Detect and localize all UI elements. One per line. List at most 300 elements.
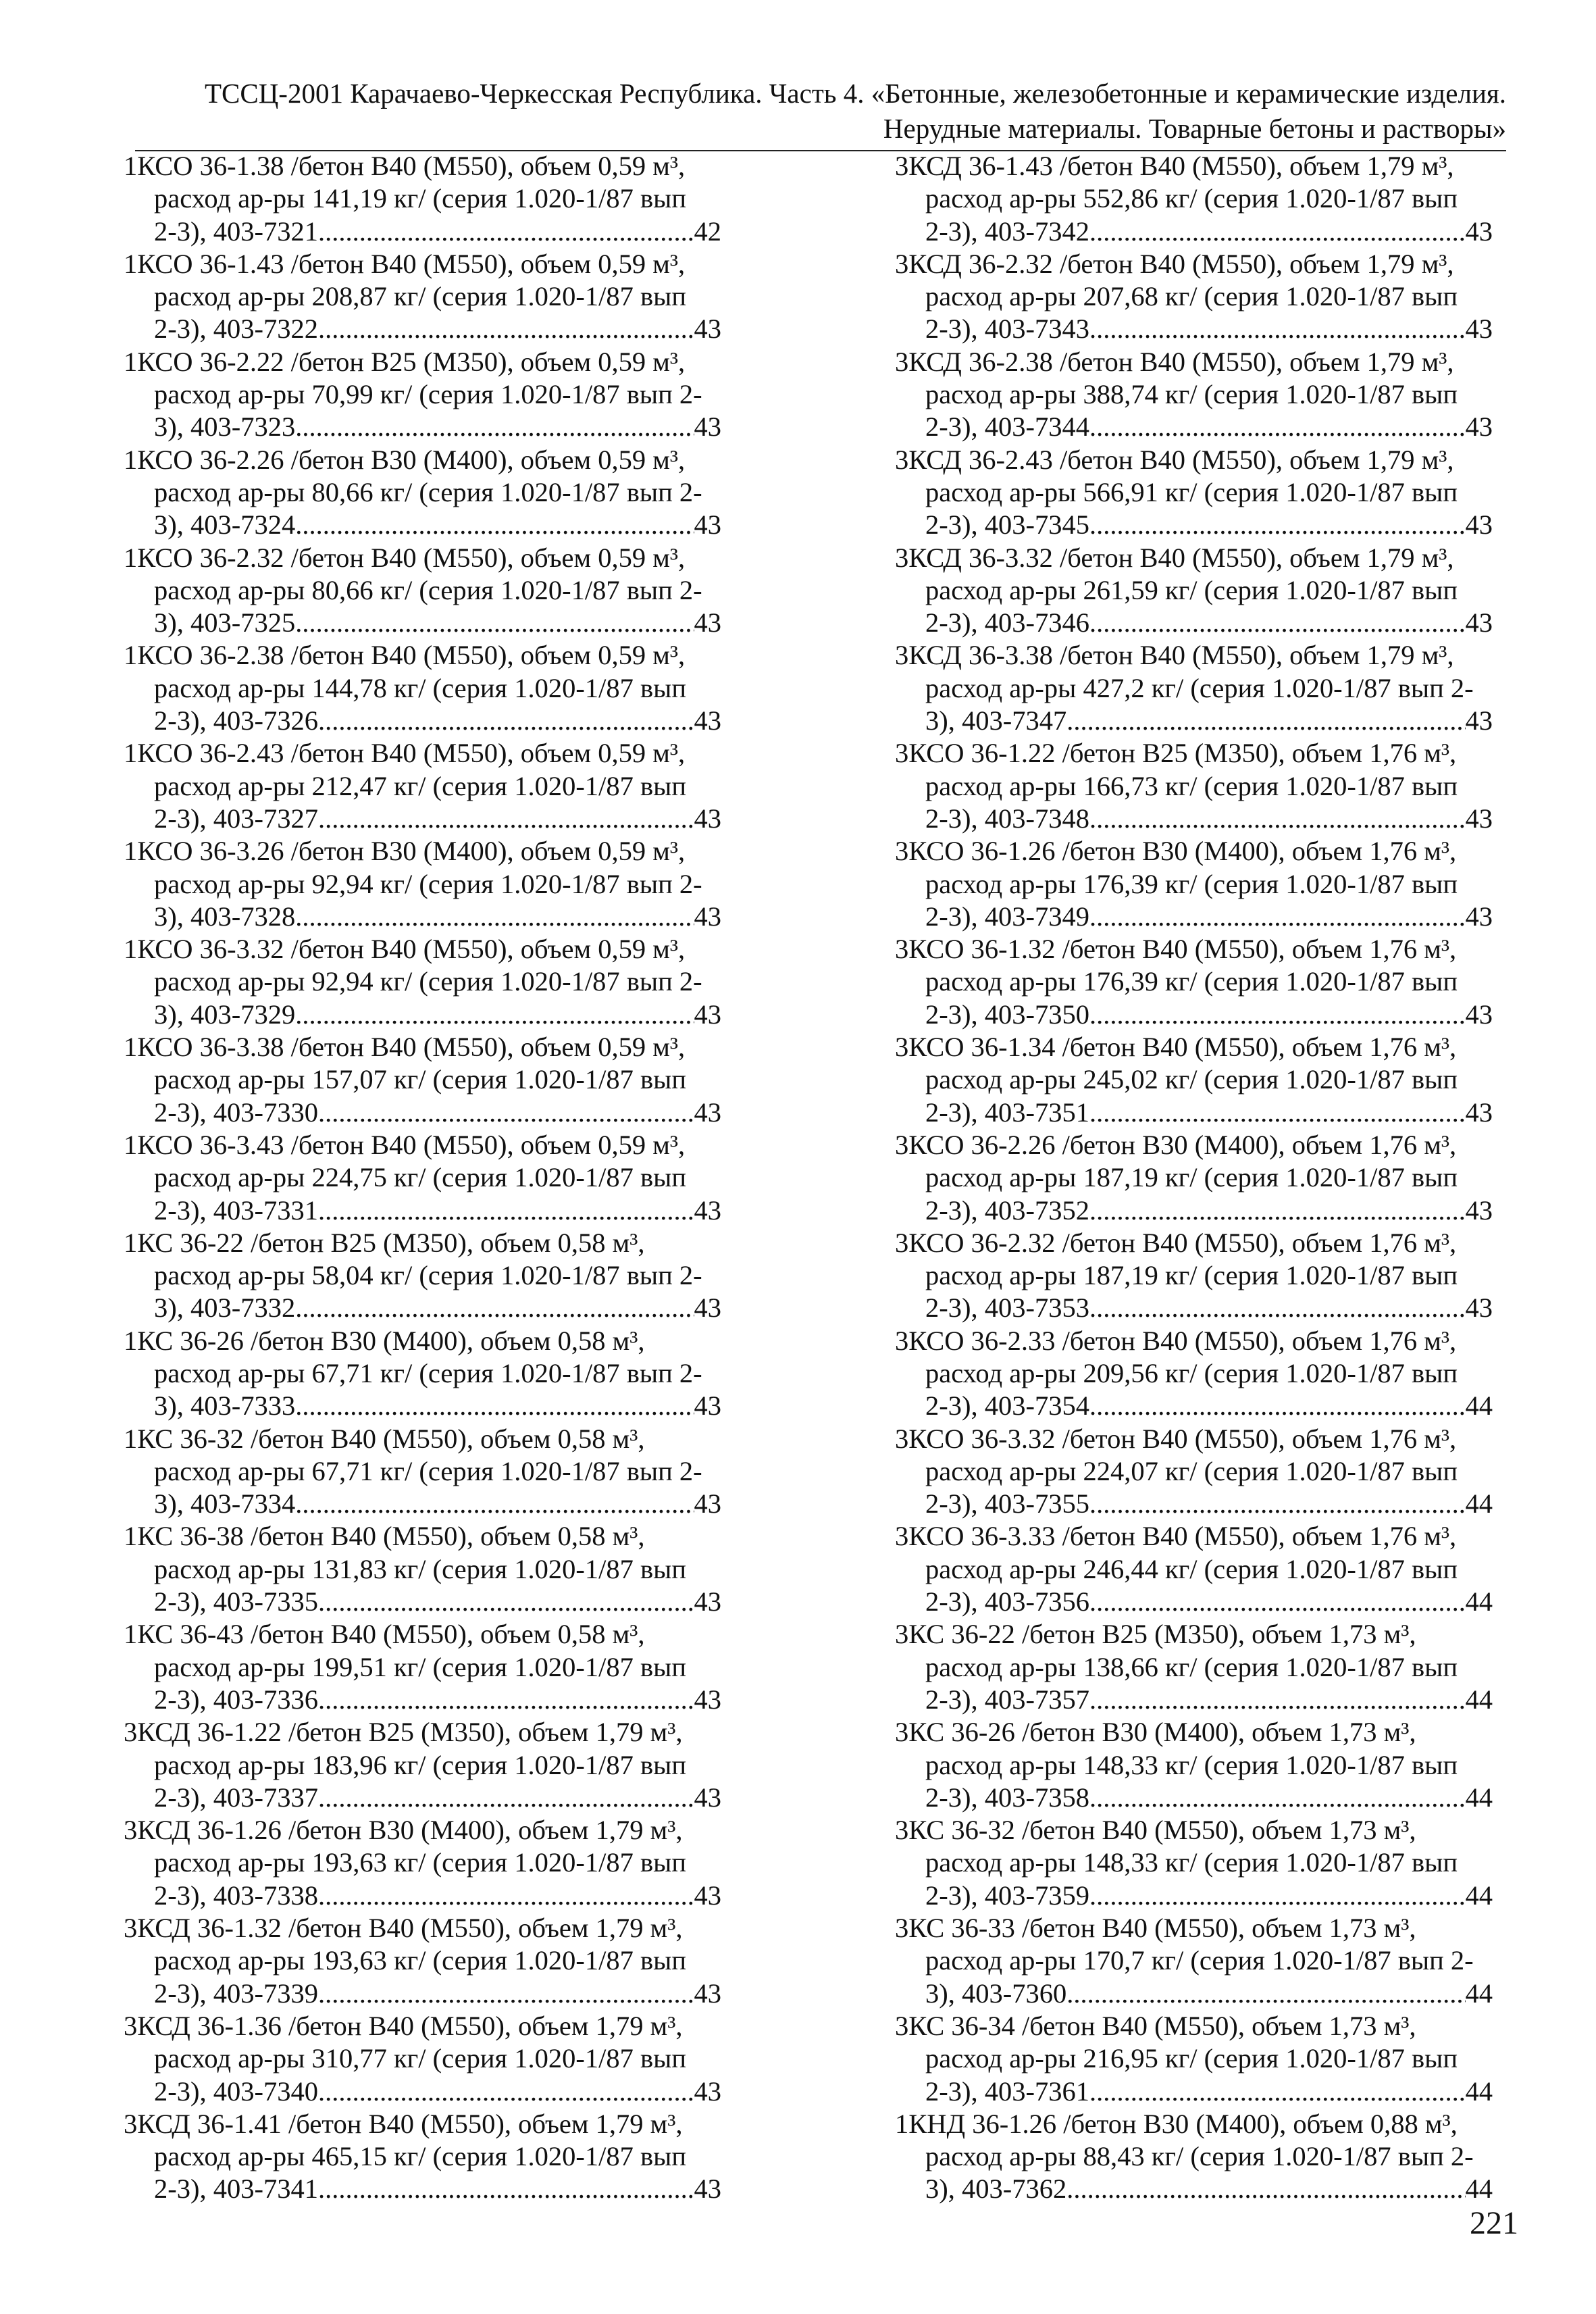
entry-title: 3КСО 36-1.34 /бетон В40 (М550), объем 1,76 м³, [895,1032,1457,1063]
entry-code-line [124,1880,721,1912]
index-entry [124,1031,721,1129]
entry-code-line [895,1782,1493,1814]
index-entry [895,1814,1493,1912]
entry-details: расход ар-ры 92,94 кг/ (серия 1.020-1/87 вып 2- [154,966,702,997]
entry-title: 3КСО 36-1.32 /бетон В40 (М550), объем 1,76 м³, [895,934,1457,965]
entry-title: 3КСД 36-1.41 /бетон В40 (М550), объем 1,79 м³, [124,2108,683,2139]
entry-code: 2-3), 403-7352 [925,1194,1089,1226]
entry-details: расход ар-ры 199,51 кг/ (серия 1.020-1/87 вып [154,1651,687,1682]
entry-details: расход ар-ры 148,33 кг/ (серия 1.020-1/87 вып [925,1847,1458,1878]
entry-page-ref: 43 [1465,313,1493,345]
entry-code: 2-3), 403-7356 [925,1586,1089,1617]
entry-code: 2-3), 403-7337 [154,1782,318,1813]
dot-leader [1089,411,1466,443]
dot-leader [1089,1194,1466,1227]
entry-code: 2-3), 403-7321 [154,216,318,247]
entry-code: 2-3), 403-7353 [925,1292,1089,1324]
entry-code-line [124,2173,721,2205]
entry-code: 3), 403-7334 [154,1488,296,1519]
entry-title: 1КСО 36-2.26 /бетон В30 (М400), объем 0,59 м³, [124,444,686,475]
dot-leader [318,1684,694,1716]
entry-code: 3), 403-7328 [154,901,296,932]
dot-leader [1089,1488,1466,1520]
entry-code-line [895,2076,1493,2108]
left-column [124,150,721,2206]
entry-title: 1КСО 36-1.43 /бетон В40 (М550), объем 0,59 м³, [124,248,686,279]
entry-title: 3КСО 36-2.33 /бетон В40 (М550), объем 1,76 м³, [895,1325,1457,1356]
index-entry [124,639,721,737]
dot-leader [1089,313,1466,345]
entry-details: расход ар-ры 193,63 кг/ (серия 1.020-1/87 вып [154,1847,687,1878]
dot-leader [318,1978,694,2010]
entry-details: расход ар-ры 246,44 кг/ (серия 1.020-1/87 вып [925,1553,1458,1584]
entry-details: расход ар-ры 131,83 кг/ (серия 1.020-1/87 вып [154,1553,687,1584]
dot-leader [318,1880,694,1912]
entry-title: 3КСД 36-3.32 /бетон В40 (М550), объем 1,79 м³, [895,542,1454,573]
entry-page-ref: 43 [1465,999,1493,1030]
entry-details: расход ар-ры 552,86 кг/ (серия 1.020-1/87 вып [925,183,1458,214]
index-entry [124,1520,721,1618]
right-column [895,150,1493,2206]
index-entry [124,737,721,835]
dot-leader [318,1097,694,1129]
index-entry [124,444,721,542]
index-entry [895,248,1493,346]
entry-details: расход ар-ры 212,47 кг/ (серия 1.020-1/87 вып [154,770,687,801]
entry-page-ref: 44 [1465,2076,1493,2107]
entry-code-line [124,1586,721,1618]
entry-code: 3), 403-7362 [925,2173,1067,2205]
entry-code: 3), 403-7325 [154,607,296,638]
entry-title: 1КСО 36-3.43 /бетон В40 (М550), объем 0,59 м³, [124,1129,686,1160]
entry-details: расход ар-ры 245,02 кг/ (серия 1.020-1/87 вып [925,1064,1458,1095]
entry-page-ref: 42 [694,216,721,247]
entry-title: 1КС 36-26 /бетон В30 (М400), объем 0,58 м³, [124,1325,645,1356]
entry-details: расход ар-ры 80,66 кг/ (серия 1.020-1/87 вып 2- [154,574,702,605]
index-entry [895,1618,1493,1716]
entry-details: расход ар-ры 388,74 кг/ (серия 1.020-1/87 вып [925,379,1458,410]
entry-title: 3КСО 36-3.33 /бетон В40 (М550), объем 1,76 м³, [895,1521,1457,1552]
index-entry [124,150,721,248]
entry-code-line [124,216,721,248]
entry-title: 1КСО 36-2.32 /бетон В40 (М550), объем 0,59 м³, [124,542,686,573]
entry-details: расход ар-ры 187,19 кг/ (серия 1.020-1/87 вып [925,1260,1458,1291]
index-entry [895,1520,1493,1618]
dot-leader [318,1194,694,1227]
entry-title: 3КСД 36-2.32 /бетон В40 (М550), объем 1,79 м³, [895,248,1454,279]
entry-code-line [124,1684,721,1716]
index-entry [124,1618,721,1716]
entry-details: расход ар-ры 148,33 кг/ (серия 1.020-1/87 вып [925,1749,1458,1780]
dot-leader [295,607,694,639]
index-entry [895,1031,1493,1129]
entry-details: расход ар-ры 141,19 кг/ (серия 1.020-1/87 вып [154,183,687,214]
entry-code-line [124,1782,721,1814]
entry-title: 3КСО 36-2.32 /бетон В40 (М550), объем 1,76 м³, [895,1227,1457,1258]
entry-code: 2-3), 403-7346 [925,607,1089,638]
entry-code: 2-3), 403-7351 [925,1097,1089,1128]
index-entry [124,835,721,933]
entry-code: 2-3), 403-7339 [154,1978,318,2009]
entry-page-ref: 43 [694,999,721,1030]
index-entry [124,1325,721,1423]
index-entry [895,150,1493,248]
index-entry [895,2108,1493,2206]
entry-title: 3КСД 36-2.38 /бетон В40 (М550), объем 1,79 м³, [895,346,1454,377]
entry-code-line [895,607,1493,639]
entry-page-ref: 43 [694,313,721,345]
entry-code-line [895,1097,1493,1129]
entry-code-line [124,1390,721,1422]
entry-code-line [895,1194,1493,1227]
index-entry [124,346,721,444]
header-line-2: Нерудные материалы. Товарные бетоны и растворы» [883,113,1506,144]
entry-code-line [124,509,721,541]
entry-page-ref: 43 [694,1488,721,1519]
entry-title: 1КНД 36-1.26 /бетон В30 (М400), объем 0,88 м³, [895,2108,1458,2139]
dot-leader [295,901,694,933]
entry-details: расход ар-ры 224,07 кг/ (серия 1.020-1/87 вып [925,1455,1458,1486]
entry-page-ref: 43 [1465,509,1493,540]
index-entry [895,1716,1493,1814]
entry-code: 2-3), 403-7341 [154,2173,318,2205]
dot-leader [1089,607,1466,639]
entry-code-line [124,313,721,345]
entry-title: 3КСО 36-2.26 /бетон В30 (М400), объем 1,76 м³, [895,1129,1457,1160]
entry-code-line [895,1488,1493,1520]
entry-details: расход ар-ры 138,66 кг/ (серия 1.020-1/87 вып [925,1651,1458,1682]
dot-leader [295,1488,694,1520]
entry-details: расход ар-ры 208,87 кг/ (серия 1.020-1/87 вып [154,281,687,312]
entry-code: 2-3), 403-7322 [154,313,318,345]
entry-details: расход ар-ры 176,39 кг/ (серия 1.020-1/87 вып [925,966,1458,997]
entry-page-ref: 43 [694,1684,721,1715]
dot-leader [318,2173,694,2205]
index-entry [124,2108,721,2206]
entry-details: расход ар-ры 187,19 кг/ (серия 1.020-1/87 вып [925,1162,1458,1193]
entry-title: 1КСО 36-2.22 /бетон В25 (М350), объем 0,59 м³, [124,346,686,377]
entry-page-ref: 43 [1465,803,1493,834]
entry-page-ref: 43 [694,901,721,932]
dot-leader [1089,1292,1466,1324]
entry-page-ref: 43 [1465,901,1493,932]
entry-code-line [124,1097,721,1129]
entry-code: 2-3), 403-7350 [925,999,1089,1030]
entry-page-ref: 44 [1465,1488,1493,1519]
dot-leader [295,1390,694,1422]
index-entry [895,346,1493,444]
entry-code-line [895,1880,1493,1912]
entry-page-ref: 44 [1465,1586,1493,1617]
index-entry [895,933,1493,1031]
entry-code: 2-3), 403-7361 [925,2076,1089,2107]
entry-page-ref: 43 [1465,216,1493,247]
entry-code: 3), 403-7329 [154,999,296,1030]
dot-leader [1089,999,1466,1031]
entry-code: 2-3), 403-7336 [154,1684,318,1715]
entry-page-ref: 43 [694,1586,721,1617]
entry-page-ref: 43 [1465,1097,1493,1128]
entry-title: 3КС 36-22 /бетон В25 (М350), объем 1,73 м³, [895,1619,1416,1650]
entry-code-line [895,999,1493,1031]
dot-leader [1089,1390,1466,1422]
index-entry [895,2010,1493,2108]
entry-page-ref: 43 [1465,411,1493,443]
entry-page-ref: 43 [1465,607,1493,638]
entry-title: 1КСО 36-2.43 /бетон В40 (М550), объем 0,59 м³, [124,738,686,769]
dot-leader [1089,1684,1466,1716]
index-entry [895,1912,1493,2010]
dot-leader [1089,803,1466,835]
entry-code-line [895,901,1493,933]
entry-page-ref: 43 [694,803,721,834]
index-entry [895,1227,1493,1325]
entry-code: 2-3), 403-7358 [925,1782,1089,1813]
dot-leader [295,411,694,443]
index-entry [124,542,721,640]
entry-title: 3КСД 36-1.26 /бетон В30 (М400), объем 1,79 м³, [124,1815,683,1846]
entry-title: 3КС 36-32 /бетон В40 (М550), объем 1,73 м³, [895,1815,1416,1846]
entry-details: расход ар-ры 193,63 кг/ (серия 1.020-1/87 вып [154,1945,687,1976]
entry-code: 2-3), 403-7343 [925,313,1089,345]
index-entry [124,248,721,346]
entry-code-line [895,1292,1493,1324]
entry-code-line [124,1292,721,1324]
entry-code: 3), 403-7333 [154,1390,296,1422]
index-entry [124,2010,721,2108]
index-entry [124,1912,721,2010]
entry-page-ref: 43 [694,509,721,540]
dot-leader [1089,1097,1466,1129]
entry-code-line [895,1684,1493,1716]
index-entry [895,737,1493,835]
entry-details: расход ар-ры 207,68 кг/ (серия 1.020-1/87 вып [925,281,1458,312]
entry-page-ref: 43 [1465,705,1493,736]
entry-code: 3), 403-7323 [154,411,296,443]
entry-details: расход ар-ры 209,56 кг/ (серия 1.020-1/87 вып [925,1357,1458,1388]
dot-leader [1089,1586,1466,1618]
entry-code: 2-3), 403-7357 [925,1684,1089,1715]
entry-page-ref: 43 [694,1782,721,1813]
entry-code: 2-3), 403-7342 [925,216,1089,247]
index-entry [124,933,721,1031]
entry-page-ref: 43 [694,1097,721,1128]
entry-title: 3КСД 36-1.43 /бетон В40 (М550), объем 1,79 м³, [895,151,1454,181]
index-entry [124,1814,721,1912]
dot-leader [1089,2076,1466,2108]
entry-code-line [895,705,1493,737]
entry-details: расход ар-ры 70,99 кг/ (серия 1.020-1/87 вып 2- [154,379,702,410]
entry-details: расход ар-ры 67,71 кг/ (серия 1.020-1/87 вып 2- [154,1357,702,1388]
entry-details: расход ар-ры 170,7 кг/ (серия 1.020-1/87 вып 2- [925,1945,1474,1976]
dot-leader [318,216,694,248]
entry-details: расход ар-ры 58,04 кг/ (серия 1.020-1/87 вып 2- [154,1260,702,1291]
entry-details: расход ар-ры 88,43 кг/ (серия 1.020-1/87 вып 2- [925,2141,1474,2172]
entry-title: 3КС 36-34 /бетон В40 (М550), объем 1,73 м³, [895,2010,1416,2041]
entry-details: расход ар-ры 80,66 кг/ (серия 1.020-1/87 вып 2- [154,476,702,507]
entry-title: 3КСО 36-1.22 /бетон В25 (М350), объем 1,76 м³, [895,738,1457,769]
entry-details: расход ар-ры 310,77 кг/ (серия 1.020-1/87 вып [154,2043,687,2074]
entry-code-line [895,1978,1493,2010]
entry-code: 2-3), 403-7330 [154,1097,318,1128]
running-header [135,76,1506,146]
entry-code-line [124,803,721,835]
index-entry [124,1129,721,1227]
dot-leader [1089,1782,1466,1814]
entry-code: 2-3), 403-7335 [154,1586,318,1617]
entry-page-ref: 44 [1465,1684,1493,1715]
entry-code: 2-3), 403-7344 [925,411,1089,443]
entry-title: 3КСД 36-3.38 /бетон В40 (М550), объем 1,79 м³, [895,640,1454,671]
index-entry [895,639,1493,737]
entry-title: 3КСД 36-2.43 /бетон В40 (М550), объем 1,79 м³, [895,444,1454,475]
index-entry [895,835,1493,933]
dot-leader [1089,509,1466,541]
entry-page-ref: 43 [694,1390,721,1422]
entry-code-line [895,411,1493,443]
entry-code-line [895,2173,1493,2205]
entry-details: расход ар-ры 92,94 кг/ (серия 1.020-1/87 вып 2- [154,868,702,899]
entry-code-line [124,607,721,639]
entry-code: 3), 403-7332 [154,1292,296,1324]
entry-page-ref: 43 [694,2173,721,2205]
page-number: 221 [1470,2205,1518,2241]
entry-title: 3КСД 36-1.32 /бетон В40 (М550), объем 1,79 м³, [124,1913,683,1944]
entry-code-line [124,2076,721,2108]
entry-title: 3КСД 36-1.36 /бетон В40 (М550), объем 1,79 м³, [124,2010,683,2041]
entry-title: 1КСО 36-3.38 /бетон В40 (М550), объем 0,59 м³, [124,1032,686,1063]
entry-details: расход ар-ры 176,39 кг/ (серия 1.020-1/87 вып [925,868,1458,899]
entry-code-line [124,411,721,443]
entry-title: 3КС 36-26 /бетон В30 (М400), объем 1,73 м³, [895,1717,1416,1748]
entry-code: 2-3), 403-7327 [154,803,318,834]
index-entry [895,1423,1493,1521]
entry-page-ref: 43 [694,411,721,443]
dot-leader [1066,2173,1465,2205]
entry-title: 1КСО 36-3.26 /бетон В30 (М400), объем 0,59 м³, [124,836,686,867]
entry-page-ref: 44 [1465,1390,1493,1422]
entry-code-line [124,1194,721,1227]
entry-code: 2-3), 403-7359 [925,1880,1089,1911]
entry-details: расход ар-ры 216,95 кг/ (серия 1.020-1/87 вып [925,2043,1458,2074]
entry-code: 2-3), 403-7355 [925,1488,1089,1519]
entry-page-ref: 44 [1465,1978,1493,2009]
entry-code: 2-3), 403-7348 [925,803,1089,834]
entry-code-line [895,1390,1493,1422]
entry-code-line [895,509,1493,541]
index-entry [124,1423,721,1521]
entry-code-line [895,313,1493,345]
entry-page-ref: 43 [694,607,721,638]
index-entry [124,1716,721,1814]
entry-title: 1КС 36-32 /бетон В40 (М550), объем 0,58 м³, [124,1423,645,1454]
entry-code: 2-3), 403-7354 [925,1390,1089,1422]
entry-title: 1КСО 36-1.38 /бетон В40 (М550), объем 0,59 м³, [124,151,686,181]
entry-page-ref: 43 [694,1292,721,1324]
dot-leader [318,803,694,835]
entry-details: расход ар-ры 261,59 кг/ (серия 1.020-1/87 вып [925,574,1458,605]
entry-code: 2-3), 403-7349 [925,901,1089,932]
dot-leader [318,2076,694,2108]
dot-leader [318,1782,694,1814]
entry-code: 3), 403-7360 [925,1978,1067,2009]
entry-code: 2-3), 403-7331 [154,1194,318,1226]
index-entry [895,444,1493,542]
index-entry [895,542,1493,640]
entry-details: расход ар-ры 183,96 кг/ (серия 1.020-1/87 вып [154,1749,687,1780]
dot-leader [1089,216,1466,248]
entry-code: 2-3), 403-7340 [154,2076,318,2107]
entry-title: 1КС 36-38 /бетон В40 (М550), объем 0,58 м³, [124,1521,645,1552]
entry-code: 2-3), 403-7345 [925,509,1089,540]
entry-details: расход ар-ры 427,2 кг/ (серия 1.020-1/87 вып 2- [925,672,1474,703]
entry-code-line [124,901,721,933]
entry-page-ref: 44 [1465,1880,1493,1911]
entry-code-line [124,705,721,737]
entry-details: расход ар-ры 465,15 кг/ (серия 1.020-1/87 вып [154,2141,687,2172]
entry-title: 3КСО 36-3.32 /бетон В40 (М550), объем 1,76 м³, [895,1423,1457,1454]
entry-page-ref: 43 [694,1880,721,1911]
index-entry [124,1227,721,1325]
dot-leader [318,705,694,737]
entry-code: 3), 403-7324 [154,509,296,540]
entry-page-ref: 43 [694,705,721,736]
entry-page-ref: 44 [1465,1782,1493,1813]
entry-page-ref: 43 [694,1978,721,2009]
entry-title: 3КСО 36-1.26 /бетон В30 (М400), объем 1,76 м³, [895,836,1457,867]
entry-title: 3КСД 36-1.22 /бетон В25 (М350), объем 1,79 м³, [124,1717,683,1748]
entry-details: расход ар-ры 157,07 кг/ (серия 1.020-1/87 вып [154,1064,687,1095]
dot-leader [1089,1880,1466,1912]
entry-title: 1КСО 36-3.32 /бетон В40 (М550), объем 0,59 м³, [124,934,686,965]
entry-code: 3), 403-7347 [925,705,1067,736]
dot-leader [1089,901,1466,933]
entry-code-line [124,1488,721,1520]
entry-page-ref: 43 [1465,1194,1493,1226]
index-entry [895,1129,1493,1227]
dot-leader [1066,705,1465,737]
entry-details: расход ар-ры 566,91 кг/ (серия 1.020-1/87 вып [925,476,1458,507]
entry-details: расход ар-ры 144,78 кг/ (серия 1.020-1/87 вып [154,672,687,703]
entry-code-line [895,216,1493,248]
dot-leader [318,1586,694,1618]
entry-title: 3КС 36-33 /бетон В40 (М550), объем 1,73 м³, [895,1913,1416,1944]
entry-code-line [895,1586,1493,1618]
dot-leader [1066,1978,1465,2010]
index-entry [895,1325,1493,1423]
entry-code-line [124,999,721,1031]
entry-page-ref: 43 [694,1194,721,1226]
dot-leader [318,313,694,345]
entry-page-ref: 43 [1465,1292,1493,1324]
entry-title: 1КСО 36-2.38 /бетон В40 (М550), объем 0,59 м³, [124,640,686,671]
dot-leader [295,509,694,541]
entry-details: расход ар-ры 224,75 кг/ (серия 1.020-1/87 вып [154,1162,687,1193]
entry-details: расход ар-ры 67,71 кг/ (серия 1.020-1/87 вып 2- [154,1455,702,1486]
entry-page-ref: 44 [1465,2173,1493,2205]
entry-code: 2-3), 403-7326 [154,705,318,736]
entry-details: расход ар-ры 166,73 кг/ (серия 1.020-1/87 вып [925,770,1458,801]
dot-leader [295,1292,694,1324]
entry-code-line [124,1978,721,2010]
entry-title: 1КС 36-43 /бетон В40 (М550), объем 0,58 м³, [124,1619,645,1650]
entry-code: 2-3), 403-7338 [154,1880,318,1911]
dot-leader [295,999,694,1031]
header-line-1: ТССЦ-2001 Карачаево-Черкесская Республика. Часть 4. «Бетонные, железобетонные и керамические изделия. [204,78,1506,109]
entry-title: 1КС 36-22 /бетон В25 (М350), объем 0,58 м³, [124,1227,645,1258]
entry-page-ref: 43 [694,2076,721,2107]
entry-code-line [895,803,1493,835]
